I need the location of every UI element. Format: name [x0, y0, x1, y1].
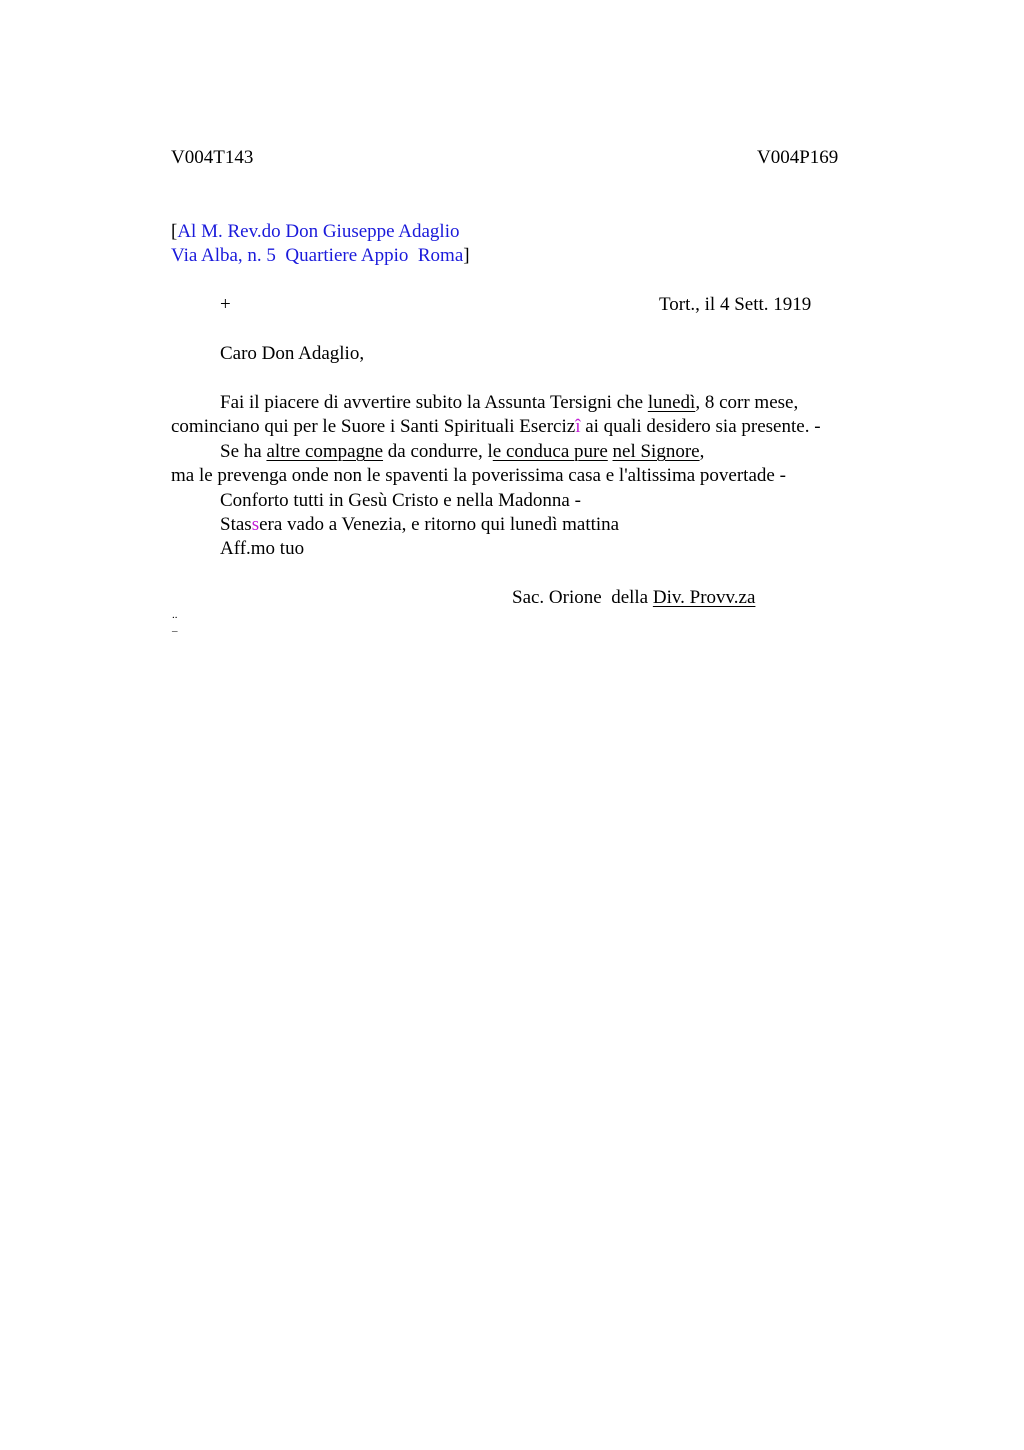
address-street: Via Alba, n. 5 Quartiere Appio Roma	[171, 245, 464, 266]
highlighted-letter: s	[251, 514, 260, 535]
body-line-3	[220, 440, 704, 464]
body-line-5: Conforto tutti in Gesù Cristo e nella Madonna -	[220, 490, 581, 511]
closing: Aff.mo tuo	[220, 538, 305, 559]
body-line-4: ma le prevenga onde non le spaventi la poverissima casa e l'altissima povertade -	[171, 465, 786, 486]
document-code-left: V004T143	[171, 147, 254, 168]
highlighted-letter: î	[575, 416, 581, 437]
body-text: , 8 corr mese,	[695, 392, 799, 413]
address-line-1	[171, 220, 460, 244]
signature	[512, 586, 755, 610]
underlined-text: altre compagne	[266, 441, 384, 462]
body-text: Fai il piacere di avvertire subito la Assunta Tersigni che	[220, 392, 648, 413]
body-line-1	[220, 391, 798, 415]
body-text: era vado a Venezia, e ritorno qui lunedì mattina	[259, 514, 620, 535]
address-line-2	[171, 244, 470, 268]
body-text: cominciano qui per le Suore i Santi Spirituali Eserciz	[171, 416, 576, 437]
underlined-text: lunedì	[647, 392, 696, 413]
salutation: Caro Don Adaglio,	[220, 343, 365, 364]
letter-date: Tort., il 4 Sett. 1919	[659, 294, 812, 315]
cross-mark: +	[220, 294, 231, 315]
underlined-text: nel Signore	[612, 441, 700, 462]
body-text: da condurre, l	[383, 441, 493, 462]
address-recipient: Al M. Rev.do Don Giuseppe Adaglio	[177, 221, 460, 242]
address-close-bracket: ]	[463, 245, 470, 266]
underlined-text: Div. Provv.za	[652, 587, 756, 608]
signature-text: Sac. Orione della	[512, 587, 653, 608]
document-code-right: V004P169	[757, 147, 839, 168]
body-line-2	[171, 415, 821, 439]
footnote-dots: ..	[172, 609, 178, 621]
underlined-text: e conduca pure	[492, 441, 608, 462]
footnote-dash: _	[172, 621, 178, 633]
body-text: ai quali desidero sia presente. -	[580, 416, 821, 437]
body-text: Stas	[220, 514, 252, 535]
body-text: ,	[699, 441, 705, 462]
address-open-bracket: [	[171, 221, 178, 242]
body-line-6	[220, 513, 619, 537]
body-text: Se ha	[220, 441, 267, 462]
